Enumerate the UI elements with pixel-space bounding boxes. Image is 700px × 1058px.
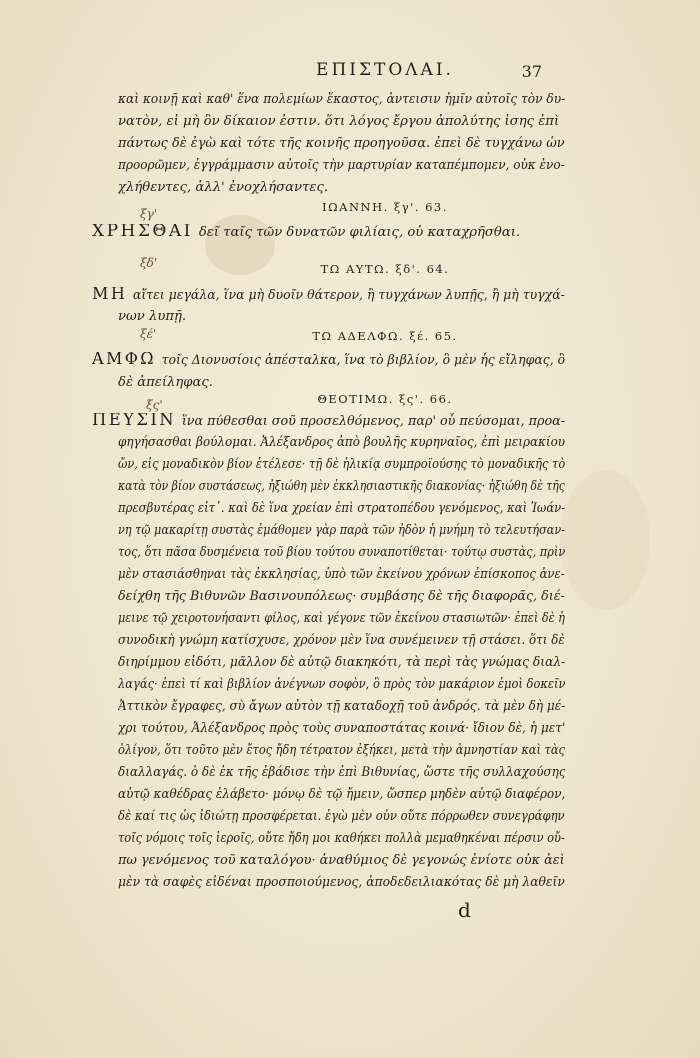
letter-heading: ΘΕΟΤΙΜΩ. ξς'. 66. (317, 392, 453, 406)
text-line: μὲν στασιάσθηναι τὰς ἐκκλησίας, ὑπὸ τῶν ἐκείνου χρόνων ἐπίσκοπος ἀνε- (118, 567, 565, 582)
text-line: συνοδικὴ γνώμη κατίσχυσε, χρόνον μὲν ἵνα συνέμεινεν τῇ στάσει. ὅτι δὲ (118, 633, 565, 648)
page-number: 37 (521, 62, 542, 81)
letter-heading: ΙΩΑΝΝΗ. ξγ'. 63. (322, 200, 448, 214)
text-line: ἵνα πύθεσθαι σοῦ προσελθόμενος, παρ' οὗ πεύσομαι, προα- (181, 414, 566, 429)
text-line: πω γενόμενος τοῦ καταλόγου· ἀναθύμιος δὲ γεγονώς ἐνίοτε οὐκ ἀεὶ (118, 853, 565, 868)
text-line: αὐτῷ καθέδρας ἐλάβετο· μόνῳ δὲ τῷ ἤμειν, ὥσπερ μηδὲν αὐτῷ διαφέρον, (118, 787, 566, 802)
margin-numeral: ξς' (146, 398, 163, 412)
letter-heading: ΤΩ ΑΔΕΛΦΩ. ξέ. 65. (312, 329, 458, 343)
letter-first-line (92, 352, 565, 368)
letter-first-line (92, 413, 565, 429)
text-line: φηγήσασθαι βούλομαι. Ἀλέξανδρος ἀπὸ βουλῆς κυρηναῖος, ἐπὶ μειρακίου (118, 435, 566, 450)
text-line: αἴτει μεγάλα, ἵνα μὴ δυοῖν θάτερον, ἢ τυγχάνων λυπῇς, ἢ μὴ τυγχά- (132, 288, 565, 303)
text-line: διαλλαγάς. ὁ δὲ ἐκ τῆς ἐβάδισε τὴν ἐπὶ Βιθυνίας, ὥστε τῆς συλλαχούσης (118, 765, 566, 780)
text-line: δὲ καί τις ὡς ἰδιώτῃ προσφέρεται. ἐγὼ μὲν οὖν οὔτε πόρρωθεν συνεγράφην (118, 809, 565, 824)
text-line: καὶ κοινῇ καὶ καθ' ἕνα πολεμίων ἕκαστος, ἀντεισιν ἡμῖν αὐτοῖς τὸν δυ- (118, 92, 566, 107)
letter-first-line (92, 287, 565, 303)
margin-numeral: ξδ' (140, 256, 158, 270)
text-line: λαγάς· ἐπεὶ τί καὶ βιβλίον ἀνέγνων σοφὸν, ὃ πρὸς τὸν μακάριον ἐμοὶ δοκεῖν (118, 677, 566, 692)
paper-stain (560, 470, 650, 610)
initial-word: ΠΕΥΣΙΝ (92, 413, 177, 429)
text-line: ὀλίγον, ὅτι τοῦτο μὲν ἔτος ἤδη τέτρατον ἐξήκει, μετὰ τὴν ἀμνηστίαν καὶ τὰς (118, 743, 565, 758)
text-line: νη τῷ μακαρίτῃ συστὰς ἐμάθομεν γὰρ παρὰ τῶν ἠδὸν ἡ μνήμη τὸ τελευτήσαν- (118, 523, 566, 538)
text-line: Ἀττικὸν ἔγραφες, σὺ ἄγων αὐτὸν τῇ καταδοχῇ τοῦ ἀνδρός. τὰ μὲν δὴ μέ- (118, 699, 566, 714)
text-line: διηρίμμου εἶδότι, μᾶλλον δὲ αὐτῷ διακηκότι, τὰ περὶ τὰς γνώμας διαλ- (118, 655, 566, 670)
text-line: ὤν, εἰς μοναδικὸν βίον ἐτέλεσε· τῇ δὲ ἡλικίᾳ συμπροϊούσης τὸ μοναδικῆς τὸ (118, 457, 566, 472)
letter-heading: ΤΩ ΑΥΤΩ. ξδ'. 64. (320, 262, 450, 276)
letter-first-line (92, 224, 520, 240)
initial-word: ΜΗ (92, 287, 128, 303)
text-line: πάντως δὲ ἐγὼ καὶ τότε τῆς κοινῆς προηγοῦσα. ἐπεὶ δὲ τυγχάνω ὧν (118, 136, 565, 151)
text-line: δεῖ ταῖς τῶν δυνατῶν φιλίαις, οὐ καταχρῆσθαι. (198, 225, 521, 240)
text-line: νων λυπῇ. (118, 309, 187, 324)
text-line: νατὸν, εἰ μὴ ὃν δίκαιον ἐστιν. ὅτι λόγος ἔργου ἀπολύτης ἰσης ἐπὶ (118, 114, 560, 129)
running-header: ΕΠΙΣΤΟΛΑΙ. (316, 60, 454, 80)
margin-numeral: ξγ' (140, 207, 158, 221)
text-line: πρεσβυτέρας εἶτ᾽. καὶ δὲ ἵνα χρείαν ἐπὶ στρατοπέδου γενόμενος, καὶ Ἰωάν- (118, 501, 566, 516)
initial-word: ΑΜΦΩ (92, 352, 156, 368)
text-line: κατὰ τὸν βίον συστάσεως, ἠξιώθη μὲν ἐκκλησιαστικῆς διακονίας· ἠξιώθη δὲ τῆς (118, 479, 565, 494)
signature-mark: d (458, 898, 471, 922)
text-line: μεινε τῷ χειροτονήσαντι φίλος, καὶ γέγονε τῶν ἐκείνου στασιωτῶν· ἐπεὶ δὲ ἡ (118, 611, 565, 626)
text-line: προορῶμεν, ἐγγράμμασιν αὐτοῖς τὴν μαρτυρίαν καταπέμπομεν, οὐκ ἐνο- (118, 158, 565, 173)
text-line: τοῖς Διονυσίοις ἀπέσταλκα, ἵνα τὸ βιβλίον, ὃ μὲν ἧς εἴληφας, ὃ (161, 353, 566, 368)
margin-numeral: ξέ' (140, 327, 157, 341)
text-line: δείχθη τῆς Βιθυνῶν Βασινουπόλεως· συμβάσης δὲ τῆς διαφορᾶς, διέ- (118, 589, 565, 604)
text-line: χλήθεντες, ἀλλ' ἐνοχλήσαντες. (118, 180, 329, 195)
text-line: τος, ὅτι πᾶσα δυσμένεια τοῦ βίου τούτου συναποτίθεται· τούτῳ συστὰς, πρὶν (118, 545, 566, 560)
text-line: τοῖς νόμοις τοῖς ἱεροῖς, οὔτε ἤδη μοι καθήκει πολλὰ μεμαθηκέναι πέρσιν οὔ- (118, 831, 565, 846)
text-line: δὲ ἀπείληφας. (118, 375, 214, 390)
text-line: χρι τούτου, Ἀλέξανδρος πρὸς τοὺς συναποστάτας κοινά· ἴδιον δὲ, ἡ μετ' (118, 721, 566, 736)
text-line: μὲν τὰ σαφὲς εἰδέναι προσποιούμενος, ἀποδεδειλιακότας δὲ μὴ λαθεῖν (118, 875, 565, 890)
initial-word: ΧΡΗΣΘΑΙ (92, 224, 193, 240)
